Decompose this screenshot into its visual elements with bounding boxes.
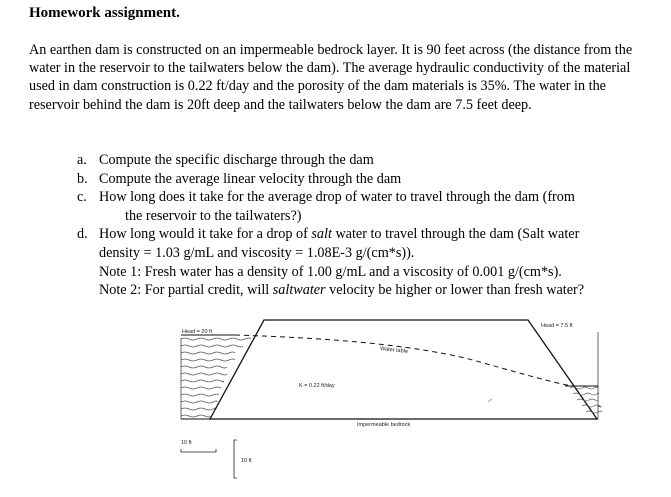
head-left-label: Head = 20 ft: [182, 329, 213, 335]
question-d-salt-emphasis: salt: [311, 226, 332, 243]
question-d-label: d.: [77, 226, 88, 243]
question-d-line2: density = 1.03 g/mL and viscosity = 1.08E-3 g/(cm*s)).: [99, 244, 415, 261]
question-c-label: c.: [77, 189, 87, 206]
question-b-label: b.: [77, 170, 88, 187]
question-c: [77, 188, 667, 225]
question-d-line1-post: water to travel through the dam (Salt water: [331, 226, 580, 243]
question-d-saltwater-emphasis: saltwater: [272, 282, 326, 299]
problem-intro: An earthen dam is constructed on an impermeable bedrock layer. It is 90 feet across (the distance from the water in the reservoir to the tailwaters below the dam). The average hydraulic conductivity of the material used in dam construction is 0.22 ft/day and the porosity of the dam materials is 35%. The water in the reservoir behind the dam is 20ft deep and the tailwaters below the dam are 7.5 feet deep.: [29, 42, 633, 113]
question-list: [77, 151, 667, 300]
question-d-line1-pre: How long would it take for a drop of: [99, 226, 312, 243]
vertical-scale-bar: [234, 440, 252, 478]
question-d-line1: [99, 226, 579, 242]
question-a-label: a.: [77, 152, 87, 168]
water-table-label: Water table: [379, 346, 409, 355]
question-a-text: Compute the specific discharge through the dam: [99, 152, 374, 168]
question-d-note1: Note 1: Fresh water has a density of 1.00 g/mL and a viscosity of 0.001 g/(cm*s).: [99, 263, 562, 280]
head-right-label: Head = 7.5 ft: [541, 323, 573, 329]
question-a: [77, 151, 667, 170]
question-d-note2: [99, 281, 667, 300]
dam-body: [210, 320, 597, 419]
question-b: [77, 170, 667, 189]
question-c-line1: How long does it take for the average drop of water to travel through the dam (from: [99, 189, 575, 206]
dam-diagram: [0, 300, 671, 497]
question-c-line2: the reservoir to the tailwaters?): [125, 207, 302, 224]
horizontal-scale-label: 10 ft: [181, 440, 192, 446]
horizontal-scale-bar: [181, 440, 216, 452]
question-d-note2-pre: Note 2: For partial credit, will: [99, 282, 273, 299]
question-d-note2-post: velocity be higher or lower than fresh water?: [325, 282, 585, 299]
page-title: Homework assignment.: [29, 5, 180, 21]
question-d: [77, 225, 667, 299]
question-b-text: Compute the average linear velocity through the dam: [99, 170, 402, 187]
vertical-scale-label: 10 ft: [241, 458, 252, 464]
conductivity-label: K = 0.22 ft/day: [299, 383, 335, 389]
bedrock-label: Impermeable bedrock: [357, 422, 411, 428]
